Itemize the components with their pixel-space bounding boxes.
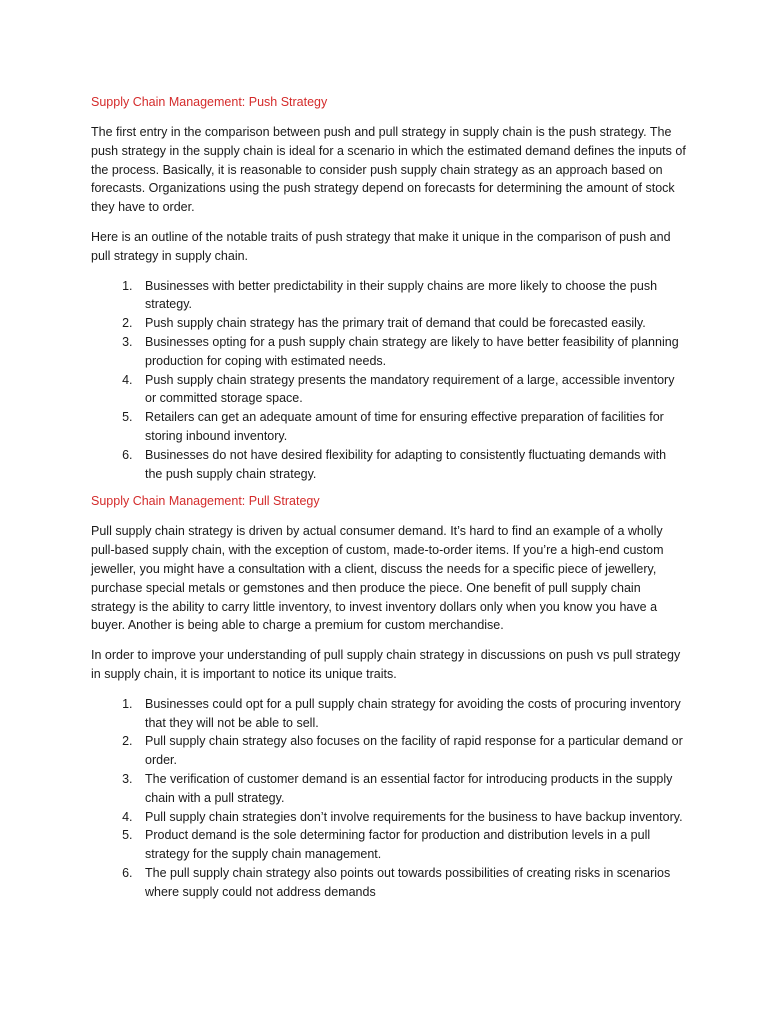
pull-lead-paragraph: In order to improve your understanding of pull supply chain strategy in discussions on push vs pull strategy in supply chain, it is important to notice its unique traits. (91, 648, 681, 681)
list-item: 6. Businesses do not have desired flexibility for adapting to consistently fluctuating demands with the push supply chain strategy. (136, 446, 686, 484)
list-item: 4. Push supply chain strategy presents the mandatory requirement of a large, accessible inventory or committed storage space. (136, 371, 686, 409)
list-item: 4. Pull supply chain strategies don’t involve requirements for the business to have backup inventory. (136, 808, 686, 827)
list-item: 2. Push supply chain strategy has the primary trait of demand that could be forecasted easily. (136, 314, 686, 333)
list-item: 6. The pull supply chain strategy also points out towards possibilities of creating risks in scenarios where supply could not address demands (136, 864, 686, 902)
list-item: 1. Businesses with better predictability in their supply chains are more likely to choose the push strategy. (136, 277, 686, 315)
push-traits-list (91, 277, 686, 484)
pull-strategy-section (91, 492, 686, 901)
list-item: 5. Retailers can get an adequate amount of time for ensuring effective preparation of facilities for storing inbound inventory. (136, 408, 686, 446)
push-lead-paragraph: Here is an outline of the notable traits of push strategy that make it unique in the comparison of push and pull strategy in supply chain. (91, 229, 671, 263)
push-strategy-section (91, 93, 686, 483)
pull-traits-list (91, 695, 686, 902)
list-item: 5. Product demand is the sole determining factor for production and distribution levels in a pull strategy for the supply chain management. (136, 826, 686, 864)
list-item: 3. The verification of customer demand is an essential factor for introducing products in the supply chain with a pull strategy. (136, 770, 686, 808)
list-item: 2. Pull supply chain strategy also focuses on the facility of rapid response for a particular demand or order. (136, 732, 686, 770)
push-intro-paragraph: The first entry in the comparison between push and pull strategy in supply chain is the push strategy. The push strategy in the supply chain is ideal for a scenario in which the estimated demand defines the inputs of the process. Basically, it is reasonable to consider push supply chain strategy as an approach based on forecasts. Organizations using the push strategy depend on forecasts for determining the amount of stock they have to order. (91, 125, 686, 215)
section-heading-pull: Supply Chain Management: Pull Strategy (91, 494, 320, 509)
list-item: 1. Businesses could opt for a pull supply chain strategy for avoiding the costs of procuring inventory that they will not be able to sell. (136, 695, 686, 733)
list-item: 3. Businesses opting for a push supply chain strategy are likely to have better feasibility of planning production for coping with estimated needs. (136, 333, 686, 371)
section-heading-push: Supply Chain Management: Push Strategy (91, 95, 328, 109)
pull-intro-paragraph: Pull supply chain strategy is driven by actual consumer demand. It’s hard to find an example of a wholly pull-based supply chain, with the exception of custom, made-to-order items. If you’re a high-end custom jeweller, you might have a consultation with a client, discuss the needs for a specific piece of jewellery, purchase special metals or gemstones and then produce the piece. One benefit of pull supply chain strategy is the ability to carry little inventory, to invest inventory dollars only when you know you have a buyer. Another is being able to charge a premium for custom merchandise. (91, 524, 664, 633)
